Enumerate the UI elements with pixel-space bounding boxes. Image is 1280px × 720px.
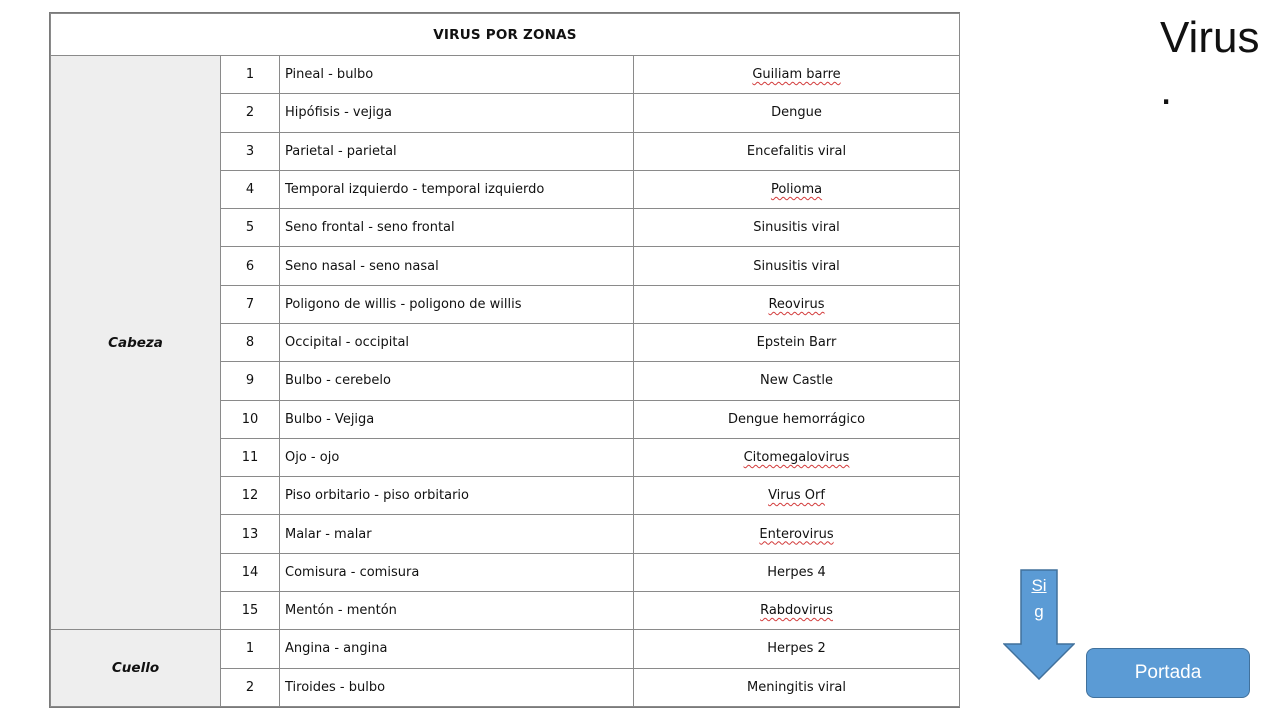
virus-name-text: Epstein Barr: [756, 335, 837, 351]
row-number: 2: [221, 94, 280, 132]
point-pair: Hipófisis - vejiga: [280, 94, 634, 132]
point-pair: Mentón - mentón: [280, 591, 634, 629]
point-pair: Parietal - parietal: [280, 132, 634, 170]
virus-name-text: Dengue: [771, 105, 822, 121]
virus-name: [634, 132, 960, 170]
virus-name: [634, 94, 960, 132]
virus-table: [50, 13, 960, 707]
virus-name-text: Sinusitis viral: [753, 220, 840, 236]
row-number: 4: [221, 170, 280, 208]
virus-name-text: Polioma: [770, 181, 823, 197]
virus-name: [634, 591, 960, 629]
row-number: 15: [221, 591, 280, 629]
point-pair: Seno frontal - seno frontal: [280, 209, 634, 247]
virus-name: [634, 209, 960, 247]
virus-name: [634, 170, 960, 208]
table-title: VIRUS POR ZONAS: [51, 14, 960, 56]
slide-heading: Virus .: [1160, 13, 1260, 114]
virus-name-text: Encefalitis viral: [746, 143, 847, 159]
point-pair: Temporal izquierdo - temporal izquierdo: [280, 170, 634, 208]
table-row: [51, 630, 960, 668]
virus-table-container: [49, 12, 960, 708]
row-number: 3: [221, 132, 280, 170]
virus-name: [634, 285, 960, 323]
row-number: 11: [221, 438, 280, 476]
point-pair: Tiroides - bulbo: [280, 668, 634, 707]
row-number: 6: [221, 247, 280, 285]
virus-name: [634, 477, 960, 515]
point-pair: Comisura - comisura: [280, 553, 634, 591]
virus-name-text: Herpes 2: [767, 641, 826, 657]
virus-name: [634, 553, 960, 591]
virus-name: [634, 515, 960, 553]
virus-name: [634, 362, 960, 400]
virus-name-text: Guiliam barre: [752, 67, 841, 83]
next-arrow-button[interactable]: [1003, 569, 1075, 680]
row-number: 12: [221, 477, 280, 515]
virus-name: [634, 400, 960, 438]
virus-name-text: Dengue hemorrágico: [727, 411, 866, 427]
row-number: 2: [221, 668, 280, 707]
point-pair: Piso orbitario - piso orbitario: [280, 477, 634, 515]
row-number: 7: [221, 285, 280, 323]
virus-name-text: Meningitis viral: [747, 679, 847, 695]
virus-name-text: Reovirus: [768, 296, 825, 312]
virus-name-text: Citomegalovirus: [743, 449, 850, 465]
table-body: [51, 56, 960, 707]
point-pair: Malar - malar: [280, 515, 634, 553]
point-pair: Seno nasal - seno nasal: [280, 247, 634, 285]
row-number: 10: [221, 400, 280, 438]
table-row: [51, 56, 960, 94]
point-pair: Poligono de willis - poligono de willis: [280, 285, 634, 323]
row-number: 8: [221, 323, 280, 361]
virus-name: [634, 56, 960, 94]
point-pair: Pineal - bulbo: [280, 56, 634, 94]
point-pair: Bulbo - cerebelo: [280, 362, 634, 400]
row-number: 1: [221, 56, 280, 94]
virus-name-text: Sinusitis viral: [753, 258, 840, 274]
row-number: 14: [221, 553, 280, 591]
row-number: 1: [221, 630, 280, 668]
virus-name-text: Rabdovirus: [760, 603, 833, 619]
zone-label: Cabeza: [51, 56, 221, 630]
next-label: Sig: [1031, 576, 1047, 621]
virus-name-text: Virus Orf: [768, 488, 825, 504]
virus-name-text: Herpes 4: [767, 564, 826, 580]
zone-label: Cuello: [51, 630, 221, 707]
virus-name-text: New Castle: [760, 373, 834, 389]
row-number: 9: [221, 362, 280, 400]
point-pair: Angina - angina: [280, 630, 634, 668]
point-pair: Occipital - occipital: [280, 323, 634, 361]
virus-name: [634, 668, 960, 707]
virus-name: [634, 630, 960, 668]
point-pair: Bulbo - Vejiga: [280, 400, 634, 438]
virus-name: [634, 247, 960, 285]
row-number: 13: [221, 515, 280, 553]
virus-name: [634, 323, 960, 361]
virus-name: [634, 438, 960, 476]
point-pair: Ojo - ojo: [280, 438, 634, 476]
row-number: 5: [221, 209, 280, 247]
virus-name-text: Enterovirus: [759, 526, 834, 542]
portada-button[interactable]: Portada: [1086, 648, 1250, 698]
